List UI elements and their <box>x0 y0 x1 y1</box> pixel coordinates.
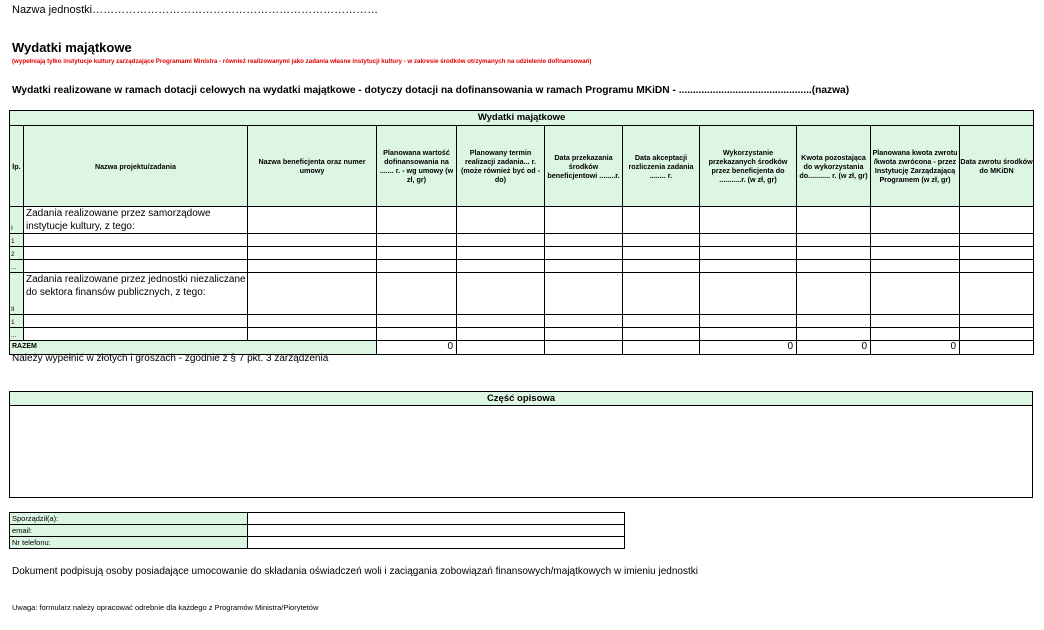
col-header-acceptance-date: Data akceptacji rozliczenia zadania ........ r. <box>623 126 700 207</box>
section-title[interactable]: Zadania realizowane przez samorządowe instytucje kultury, z tego: <box>24 207 248 234</box>
total-remaining: 0 <box>797 341 871 355</box>
prepared-by-label: Sporządził(a): <box>10 513 248 525</box>
col-header-project-name: Nazwa projektu/zadania <box>24 126 248 207</box>
row-lp: I <box>10 207 24 234</box>
red-instruction-note: (wypełniają tylko instytucje kultury zarządzające Programami Ministra - również realizowanymi jako zadania własne instytucji kultury - w zakresie środków otrzymanych na udzielenie dofinansowań) <box>12 58 592 65</box>
table-row <box>10 260 1034 273</box>
row-lp: 1 <box>10 234 24 247</box>
row-lp: II <box>10 273 24 315</box>
table-row <box>10 315 1034 328</box>
total-row <box>10 341 1034 355</box>
table-row <box>10 207 1034 234</box>
col-header-planned-value: Planowana wartość dofinansowania na ....... r. - wg umowy (w zł, gr) <box>377 126 457 207</box>
table-band-title: Wydatki majątkowe <box>10 111 1034 126</box>
unit-name-label: Nazwa jednostki…………………………………………………………………… <box>12 4 379 16</box>
phone-field[interactable] <box>248 537 625 549</box>
row-lp: 2 <box>10 247 24 260</box>
col-header-beneficiary: Nazwa beneficjenta oraz numer umowy <box>248 126 377 207</box>
phone-label: Nr telefonu: <box>10 537 248 549</box>
descriptive-text-area[interactable] <box>10 406 1033 498</box>
page-title: Wydatki majątkowe <box>12 40 132 55</box>
signature-note: Dokument podpisują osoby posiadające umocowanie do składania oświadczeń woli i zaciągania zobowiązań finansowych/majątkowych w imieniu jednostki <box>12 566 698 577</box>
col-header-lp: lp. <box>10 126 24 207</box>
table-row <box>10 273 1034 315</box>
table-row <box>10 328 1034 341</box>
row-lp: 1 <box>10 315 24 328</box>
col-header-planned-term: Planowany termin realizacji zadania... r. (może również być od - do) <box>457 126 545 207</box>
footer-note: Uwaga: formularz należy opracować odrebnie dla każdego z Programów Ministra/Piorytetów <box>12 603 319 612</box>
email-field[interactable] <box>248 525 625 537</box>
section-title[interactable]: Zadania realizowane przez jednostki niezaliczane do sektora finansów publicznych, z tego: <box>24 273 248 315</box>
subtitle: Wydatki realizowane w ramach dotacji celowych na wydatki majątkowe - dotyczy dotacji na dofinansowania w ramach Programu MKiDN - ...............................................(nazwa) <box>12 85 850 96</box>
total-planned-value: 0 <box>377 341 457 355</box>
col-header-refund-date: Data zwrotu środków do MKiDN <box>960 126 1034 207</box>
prepared-by-field[interactable] <box>248 513 625 525</box>
table-row <box>10 234 1034 247</box>
col-header-transfer-date: Data przekazania środków beneficjentowi ........r. <box>545 126 623 207</box>
col-header-usage: Wykorzystanie przekazanych środków przez beneficjenta do ...........r. (w zł, gr) <box>700 126 797 207</box>
row-lp: ... <box>10 260 24 273</box>
row-lp: ... <box>10 328 24 341</box>
expenditure-table <box>9 110 1034 355</box>
descriptive-section <box>9 391 1033 498</box>
table-row <box>10 247 1034 260</box>
col-header-remaining: Kwota pozostająca do wykorzystania do........... r. (w zł, gr) <box>797 126 871 207</box>
total-refund: 0 <box>871 341 960 355</box>
fill-instruction-note: Należy wypełnić w złotych i groszach - zgodnie z § 7 pkt. 3 zarządzenia <box>12 353 329 364</box>
total-label: RAZEM <box>10 341 377 355</box>
total-usage: 0 <box>700 341 797 355</box>
email-label: email: <box>10 525 248 537</box>
col-header-refund: Planowana kwota zwrotu /kwota zwrócona - przez Instytucję Zarządzającą Programem (w zł, gr) <box>871 126 960 207</box>
contact-table <box>9 512 625 549</box>
descriptive-title: Część opisowa <box>10 392 1033 406</box>
